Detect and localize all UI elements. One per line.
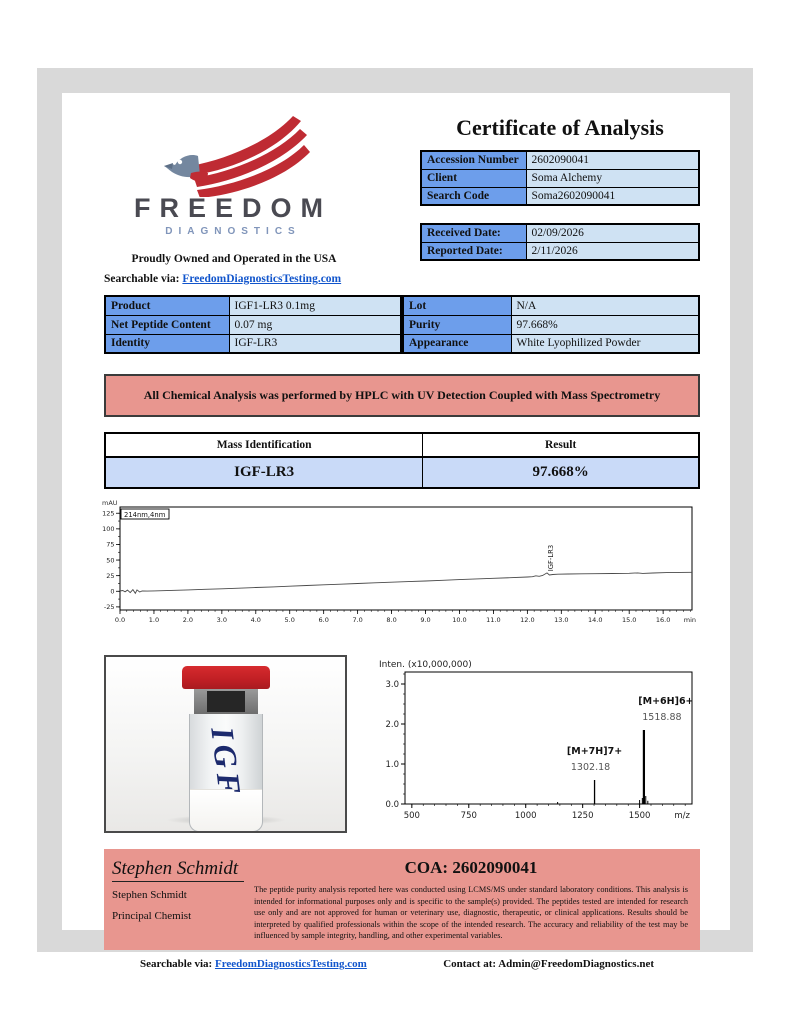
company-logo: [118, 111, 348, 237]
search-code-value: Soma2602090041: [526, 187, 699, 205]
lot-table: [402, 295, 700, 354]
footer-contact-label: Contact at:: [443, 958, 497, 971]
search-code-label: Search Code: [421, 187, 526, 205]
svg-text:16.0: 16.0: [655, 616, 671, 624]
result-value: 97.668%: [423, 457, 699, 488]
svg-text:500: 500: [403, 811, 420, 821]
svg-text:mAU: mAU: [102, 499, 118, 507]
svg-text:0.0: 0.0: [114, 616, 126, 624]
table-row: [421, 187, 699, 205]
svg-text:9.0: 9.0: [420, 616, 431, 624]
svg-text:1250: 1250: [571, 811, 594, 821]
product-label: Product: [105, 296, 229, 315]
searchable-line: [104, 273, 404, 285]
svg-text:4.0: 4.0: [250, 616, 261, 624]
svg-text:15.0: 15.0: [621, 616, 637, 624]
svg-text:3.0: 3.0: [216, 616, 228, 624]
vial-handwritten-label: IGF: [203, 725, 249, 801]
product-section: [104, 295, 700, 354]
client-value: Soma Alchemy: [526, 169, 699, 187]
svg-text:125: 125: [102, 509, 115, 518]
header-right: [420, 107, 700, 285]
purity-value: 97.668%: [511, 315, 699, 334]
mass-spectrum-plot: [375, 657, 700, 831]
svg-text:14.0: 14.0: [588, 616, 603, 624]
signer-role: Principal Chemist: [112, 910, 192, 922]
reported-date-label: Reported Date:: [421, 242, 526, 260]
svg-text:6.0: 6.0: [318, 616, 329, 624]
signature-script: Stephen Schmidt: [112, 856, 244, 882]
mass-id-header: Mass Identification: [105, 433, 423, 457]
mass-id-value: IGF-LR3: [105, 457, 423, 488]
mass-identification-table: [104, 432, 700, 489]
svg-text:12.0: 12.0: [520, 616, 535, 624]
footer-searchable-link[interactable]: FreedomDiagnosticsTesting.com: [214, 958, 367, 971]
table-header-row: [105, 433, 699, 457]
coa-number: COA: 2602090041: [404, 858, 538, 877]
identity-value: IGF-LR3: [229, 334, 401, 353]
identity-label: Identity: [105, 334, 229, 353]
lot-value: N/A: [511, 296, 699, 315]
svg-text:2.0: 2.0: [385, 720, 399, 730]
received-date-label: Received Date:: [421, 224, 526, 242]
svg-text:1.0: 1.0: [385, 760, 399, 770]
table-row: [421, 151, 699, 169]
svg-text:75: 75: [106, 540, 115, 549]
svg-text:11.0: 11.0: [486, 616, 501, 624]
header-left: [104, 107, 404, 285]
certificate-page: [62, 93, 730, 971]
analysis-method-banner: All Chemical Analysis was performed by HPLC with UV Detection Coupled with Mass Spectrometry: [104, 374, 700, 417]
vial-glass-body: [189, 714, 263, 832]
logo-subtitle: DIAGNOSTICS: [165, 226, 301, 237]
table-row: [421, 224, 699, 242]
svg-text:[M+6H]6+: [M+6H]6+: [638, 696, 694, 707]
svg-text:1518.88: 1518.88: [642, 712, 682, 723]
table-row: [421, 242, 699, 260]
svg-text:25: 25: [106, 571, 115, 580]
eagle-flag-icon: [128, 111, 338, 197]
table-row: [403, 296, 699, 315]
vial: [189, 666, 263, 832]
product-table: [104, 295, 402, 354]
hplc-chromatogram: [94, 498, 700, 641]
accession-table: [420, 150, 700, 206]
svg-text:m/z: m/z: [674, 811, 690, 821]
svg-text:10.0: 10.0: [452, 616, 467, 624]
svg-text:0: 0: [110, 587, 115, 596]
product-value: IGF1-LR3 0.1mg: [229, 296, 401, 315]
searchable-label: Searchable via:: [104, 273, 180, 285]
svg-text:5.0: 5.0: [284, 616, 295, 624]
svg-text:3.0: 3.0: [385, 680, 399, 690]
svg-text:-25: -25: [103, 603, 115, 612]
svg-text:1.0: 1.0: [148, 616, 160, 624]
svg-text:1302.18: 1302.18: [570, 762, 611, 773]
evidence-row: [104, 655, 700, 836]
dates-table: [420, 223, 700, 261]
appearance-value: White Lyophilized Powder: [511, 334, 699, 353]
table-row: [105, 457, 699, 488]
chromatogram-plot: [94, 498, 700, 636]
footer-contact-value: Admin@FreedomDiagnostics.net: [498, 958, 654, 971]
tagline: Proudly Owned and Operated in the USA: [131, 253, 337, 265]
vial-red-cap: [182, 666, 270, 689]
footer-contact: [443, 958, 654, 970]
result-header: Result: [423, 433, 699, 457]
svg-text:1500: 1500: [628, 811, 651, 821]
purity-label: Purity: [403, 315, 511, 334]
footer-searchable-label: Searchable via:: [140, 958, 213, 971]
reported-date-value: 2/11/2026: [526, 242, 699, 260]
vial-stopper: [207, 691, 245, 712]
table-row: [105, 334, 401, 353]
signer-column: [112, 856, 240, 942]
svg-text:750: 750: [460, 811, 477, 821]
received-date-value: 02/09/2026: [526, 224, 699, 242]
net-peptide-label: Net Peptide Content: [105, 315, 229, 334]
svg-text:Inten. (x10,000,000): Inten. (x10,000,000): [379, 660, 472, 670]
lot-label: Lot: [403, 296, 511, 315]
mass-spectrum: [375, 657, 700, 836]
vial-crimp: [194, 689, 258, 714]
table-row: [403, 334, 699, 353]
table-row: [421, 169, 699, 187]
coa-column: [254, 856, 688, 942]
table-row: [403, 315, 699, 334]
page-title: Certificate of Analysis: [456, 115, 664, 140]
svg-text:50: 50: [106, 556, 115, 565]
footer-searchable: [140, 958, 367, 970]
appearance-label: Appearance: [403, 334, 511, 353]
searchable-link[interactable]: FreedomDiagnosticsTesting.com: [182, 273, 342, 285]
svg-text:8.0: 8.0: [386, 616, 397, 624]
header: [104, 107, 700, 285]
svg-text:13.0: 13.0: [554, 616, 569, 624]
disclaimer-text: The peptide purity analysis reported here was conducted using LCMS/MS under standard laboratory conditions. This analysis is intended for informational purposes only and is specific to the sample(s) provided. The peptides tested are intended for research use only and are not approved for human or veterinary use, diagnostic, therapeutic, or clinical applications. Results should be interpreted by qualified professionals within the scope of the intended research. The accuracy and reliability of the test may be influenced by sample integrity, handling, and other experimental variables.: [254, 885, 688, 941]
svg-text:100: 100: [102, 525, 115, 534]
accession-number-label: Accession Number: [421, 151, 526, 169]
svg-text:1000: 1000: [514, 811, 537, 821]
svg-text:0.0: 0.0: [385, 800, 399, 810]
table-row: [105, 296, 401, 315]
net-peptide-value: 0.07 mg: [229, 315, 401, 334]
svg-text:[M+7H]7+: [M+7H]7+: [566, 746, 623, 757]
table-row: [105, 315, 401, 334]
svg-text:7.0: 7.0: [352, 616, 363, 624]
svg-text:2.0: 2.0: [182, 616, 194, 624]
signer-name: Stephen Schmidt: [112, 889, 187, 901]
signature-section: [104, 849, 700, 950]
client-label: Client: [421, 169, 526, 187]
svg-text:min: min: [683, 616, 696, 624]
svg-text:214nm,4nm: 214nm,4nm: [124, 510, 166, 519]
logo-name: FREEDOM: [134, 193, 332, 223]
svg-text:IGF-LR3: IGF-LR3: [546, 544, 555, 572]
footer: [104, 958, 700, 970]
accession-number-value: 2602090041: [526, 151, 699, 169]
vial-photo: [104, 655, 347, 833]
